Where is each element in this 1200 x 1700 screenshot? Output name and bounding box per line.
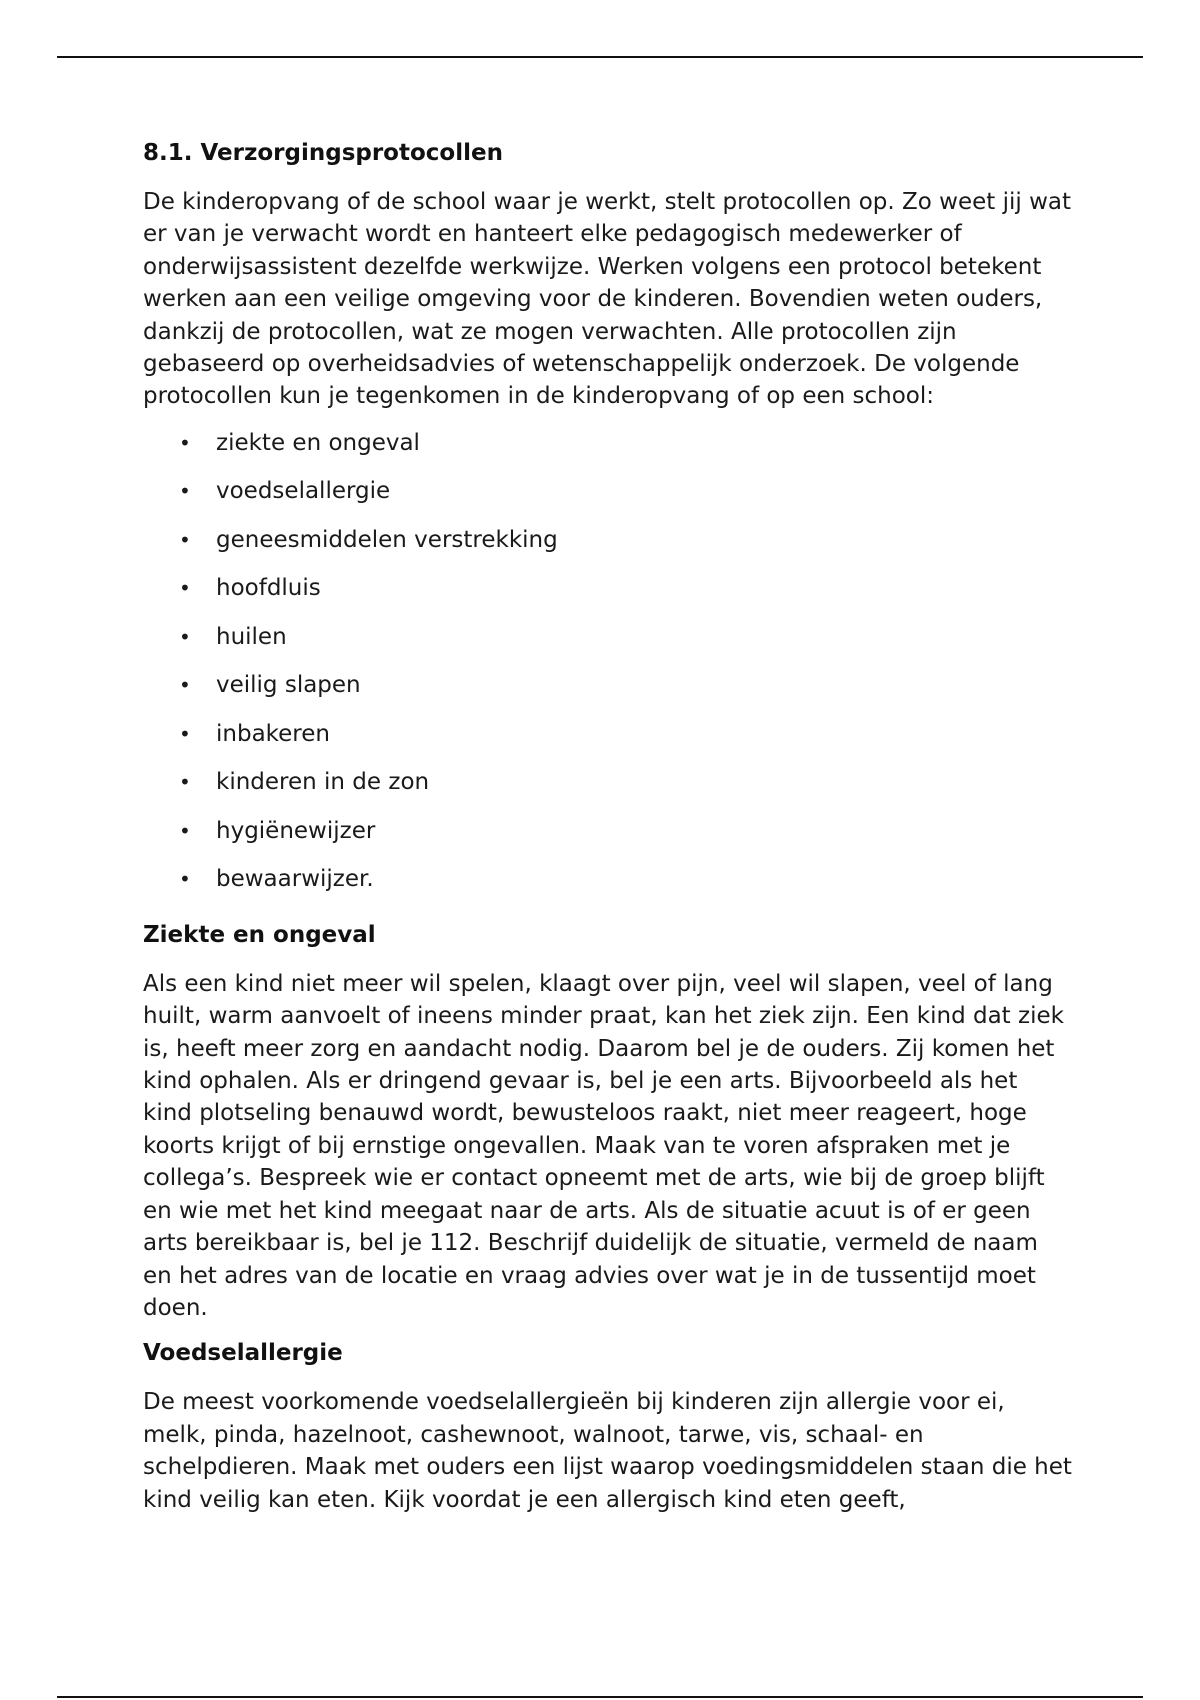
list-item-text: hoofdluis [216,575,321,602]
list-item-text: kinderen in de zon [216,769,430,796]
bullet-icon: • [179,527,191,552]
bullet-icon: • [179,673,191,698]
list-item-text: hygiënewijzer [216,817,376,844]
ziekte-paragraph: Als een kind niet meer wil spelen, klaagt over pijn, veel wil slapen, veel of lang huilt, warm aanvoelt of ineens minder praat, kan het ziek zijn. Een kind dat ziek is, heeft meer zorg en aandacht nodig. Daarom bel je de ouders. Zij komen het kind ophalen. Als er dringend gevaar is, bel je een arts. Bijvoorbeeld als het kind plotseling benauwd wordt, bewusteloos raakt, niet meer reageert, hoge koorts krijgt of bij ernstige ongevallen. Maak van te voren afspraken met je collega’s. Bespreek wie er contact opneemt met de arts, wie bij de groep blijft en wie met het kind meegaat naar de arts. Als de situatie acuut is of er geen arts bereikbaar is, bel je 112. Beschrijf duidelijk de situatie, vermeld de naam en het adres van de locatie en vraag advies over wat je in de tussentijd moet doen. [143,970,1064,1321]
list-item [143,524,1073,573]
bullet-icon: • [179,479,191,504]
list-item-text: voedselallergie [216,478,391,505]
list-item [143,621,1073,670]
bullet-icon: • [179,430,191,455]
bullet-icon: • [179,770,191,795]
bullet-icon: • [179,624,191,649]
list-item [143,427,1073,476]
list-item-text: inbakeren [216,720,330,747]
list-item [143,863,1073,912]
voedselallergie-paragraph: De meest voorkomende voedselallergieën bij kinderen zijn allergie voor ei, melk, pinda, hazelnoot, cashewnoot, walnoot, tarwe, vis, schaal- en schelpdieren. Maak met ouders een lijst waarop voedingsmiddelen staan die het kind veilig kan eten. Kijk voordat je een allergisch kind eten geeft, [143,1389,1072,1513]
list-item [143,718,1073,767]
bullet-icon: • [179,576,191,601]
protocol-list [143,427,1073,912]
list-item-text: geneesmiddelen verstrekking [216,526,558,553]
list-item-text: veilig slapen [216,672,361,699]
bullet-icon: • [179,818,191,843]
list-item-text: ziekte en ongeval [216,429,420,456]
section-heading-voedselallergie: Voedselallergie [143,1340,343,1367]
list-item [143,815,1073,864]
list-item-text: huilen [216,623,287,650]
list-item-text: bewaarwijzer. [216,866,374,893]
intro-paragraph: De kinderopvang of de school waar je werkt, stelt protocollen op. Zo weet jij wat er van je verwacht wordt en hanteert elke pedagogisch medewerker of onderwijsassistent dezelfde werkwijze. Werken volgens een protocol betekent werken aan een veilige omgeving voor de kinderen. Bovendien weten ouders, dankzij de protocollen, wat ze mogen verwachten. Alle protocollen zijn gebaseerd op overheidsadvies of wetenschappelijk onderzoek. De volgende protocollen kun je tegenkomen in de kinderopvang of op een school: [143,189,1072,410]
section-heading-ziekte-en-ongeval: Ziekte en ongeval [143,921,376,948]
list-item [143,766,1073,815]
page-content [143,138,1073,1530]
list-item [143,475,1073,524]
bullet-icon: • [179,721,191,746]
header-rule [57,56,1143,58]
section-heading-verzorgingsprotocollen: 8.1. Verzorgingsprotocollen [143,140,503,166]
list-item [143,669,1073,718]
list-item [143,572,1073,621]
footer-rule [57,1696,1143,1698]
bullet-icon: • [179,867,191,892]
